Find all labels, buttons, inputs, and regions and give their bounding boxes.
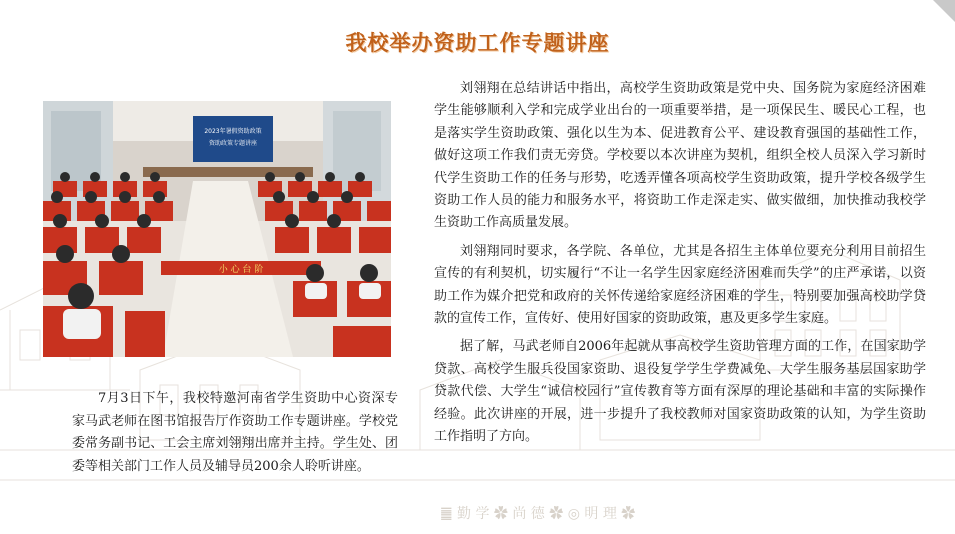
screen-line-2: 资助政策专题讲座 — [208, 140, 258, 147]
page-title: 我校举办资助工作专题讲座 — [345, 31, 610, 55]
article-paragraph-2: 刘翎翔同时要求，各学院、各单位，尤其是各招生主体单位要充分利用目前招生宣传的有利契机，切实履行“不让一名学生因家庭经济困难而失学”的庄严承诺，以资助工作为媒介把党和政府的关怀传递给家庭经济困难的学生，特别要加强高校助学贷款的宣传工作，宣传好、使用好国家的资助政策，惠及更多学生家庭。 — [434, 243, 926, 327]
projector-screen — [193, 116, 273, 162]
article-paragraph-1: 刘翎翔在总结讲话中指出，高校学生资助政策是党中央、国务院为家庭经济困难学生能够顺利入学和完成学业出台的一项重要举措，是一项保民生、暖民心工程，也是落实学生资助政策、强化以生为本、促进教育公平、建设教育强国的基础性工作，做好这项工作我们责无旁贷。学校要以本次讲座为契机，组织全校人员深入学习新时代学生资助工作的任务与形势，吃透弄懂各项高校学生资助政策，提升学校各级学生资助工作人员的能力和服务水平，将资助工作走深走实、做实做细，加快推动我校学生资助工作高质量发展。 — [434, 81, 926, 231]
svg-text:小 心 台 阶: 小 心 台 阶 — [218, 265, 264, 275]
watermark-calligraphy: ䷀ 勤 学 ✿ 尚 德 ✿ ◎ 明 理 ✿ — [440, 506, 636, 522]
corner-decoration — [933, 0, 955, 22]
photo-caption: 7月3日下午，我校特邀河南省学生资助中心资深专家马武老师在图书馆报告厅作资助工作专题讲座。学校党委常务副书记、工会主席刘翎翔出席并主持。学生处、团委等相关部门工作人员及辅导员200余人聆听讲座。 — [72, 391, 398, 474]
article-paragraph-3: 据了解，马武老师自2006年起就从事高校学生资助管理方面的工作，在国家助学贷款、高校学生服兵役国家资助、退役复学学生学费减免、大学生服务基层国家助学贷款代偿、大学生“诚信校园行”宣传教育等方面有深厚的理论基础和丰富的实际操作经验。此次讲座的开展，进一步提升了我校教师对国家资助政策的认知，为学生资助工作指明了方向。 — [434, 339, 926, 445]
screen-line-1: 2023年暑假资助政策 — [204, 128, 262, 135]
lecture-hall-photo — [43, 101, 391, 357]
article-body — [434, 78, 926, 449]
